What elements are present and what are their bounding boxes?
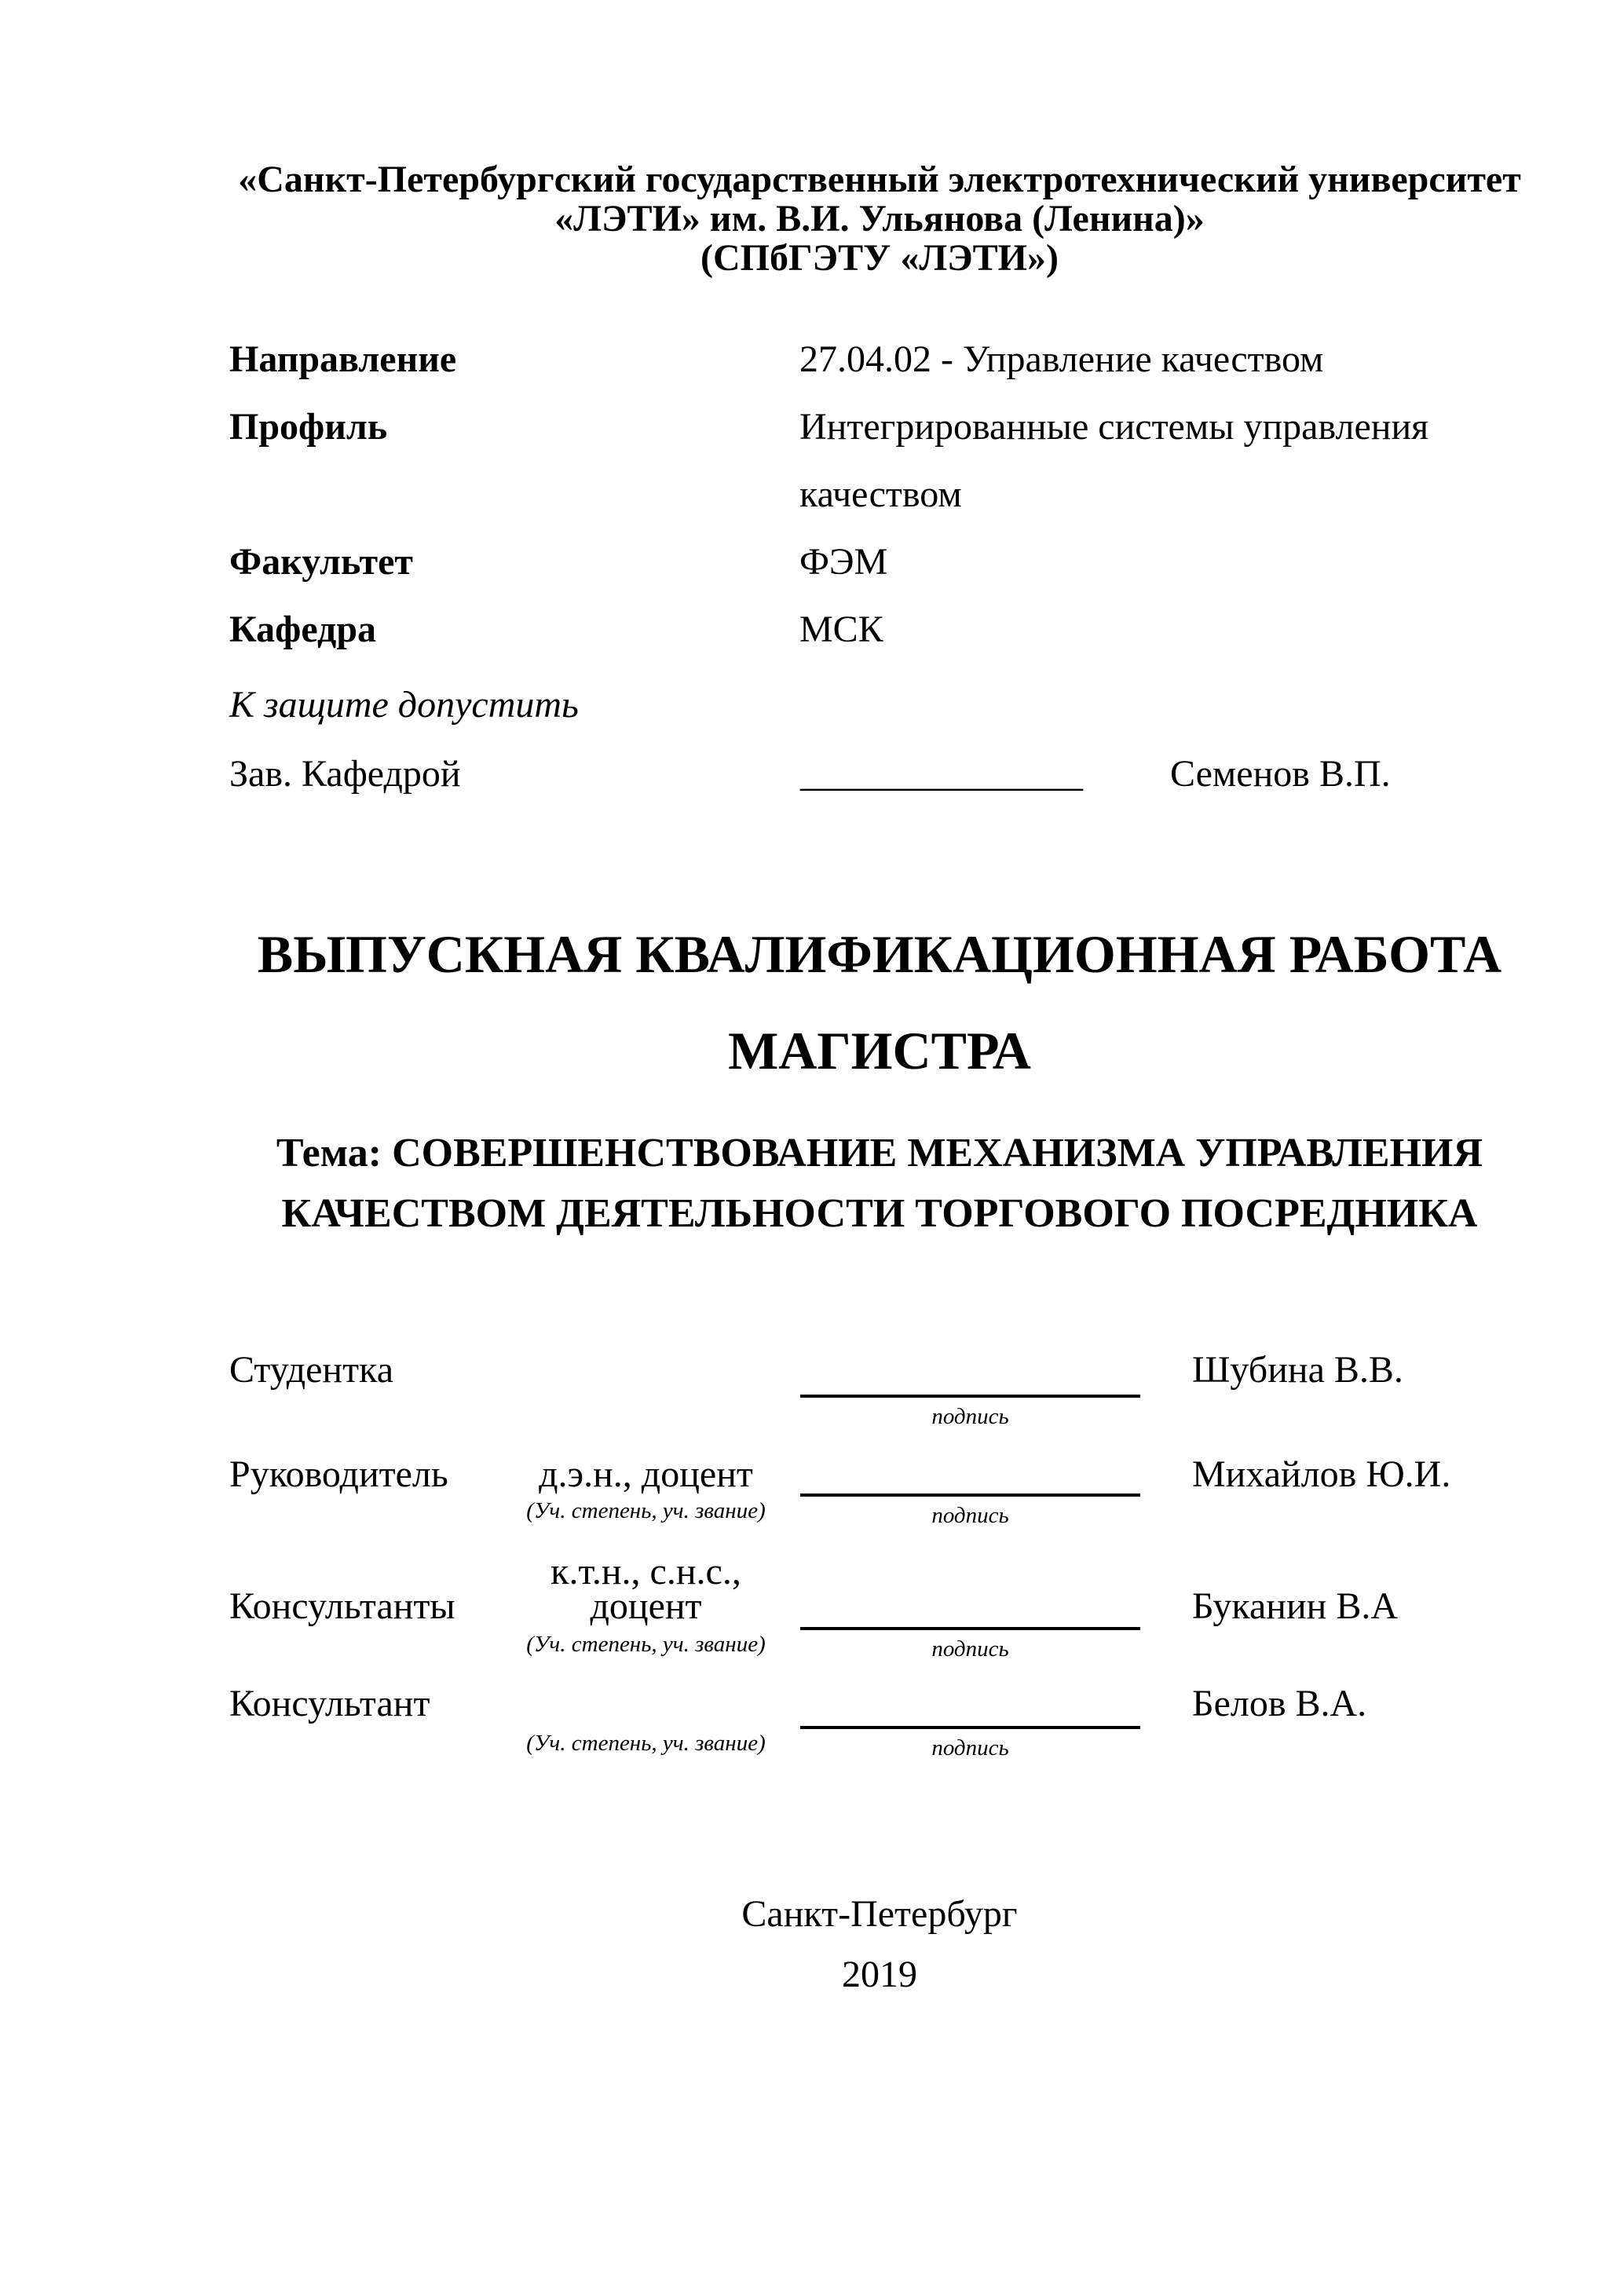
direction-label: Направление <box>229 338 457 380</box>
department-value: МСК <box>799 609 883 650</box>
degree-caption: (Уч. степень, уч. звание) <box>526 1632 766 1657</box>
department-head-name: Семенов В.П. <box>1170 753 1391 795</box>
profile-value-line-1: Интегрированные системы управления <box>799 406 1429 448</box>
department-label: Кафедра <box>229 609 377 650</box>
supervisor-degree: д.э.н., доцент <box>539 1453 753 1495</box>
supervisor-name: Михайлов Ю.И. <box>1192 1453 1451 1495</box>
profile-label: Профиль <box>229 406 388 448</box>
signature-caption: подпись <box>931 1503 1009 1528</box>
consultants-name: Буканин В.А <box>1192 1585 1399 1627</box>
department-head-signature-blank: _______________ <box>800 753 1083 795</box>
university-name-line-1: «Санкт-Петербургский государственный электротехнический университет <box>238 159 1521 200</box>
student-role-label: Студентка <box>229 1349 393 1391</box>
theme-line-2: КАЧЕСТВОМ ДЕЯТЕЛЬНОСТИ ТОРГОВОГО ПОСРЕДНИКА <box>281 1191 1478 1236</box>
department-head-label: Зав. Кафедрой <box>229 753 461 795</box>
signature-line <box>800 1493 1140 1497</box>
consultants-degree-line-1: к.т.н., с.н.с., <box>550 1551 741 1592</box>
direction-value: 27.04.02 - Управление качеством <box>799 338 1324 380</box>
signature-line <box>800 1395 1140 1398</box>
signature-line <box>800 1627 1140 1630</box>
theme-line-1: Тема: СОВЕРШЕНСТВОВАНИЕ МЕХАНИЗМА УПРАВЛЕНИЯ <box>276 1131 1483 1175</box>
admission-permit-text: К защите допустить <box>229 684 579 726</box>
consultant-role-label: Консультант <box>229 1683 430 1724</box>
city: Санкт-Петербург <box>741 1893 1018 1935</box>
consultants-role-label: Консультанты <box>229 1585 455 1627</box>
signature-caption: подпись <box>931 1636 1009 1662</box>
profile-value-line-2: качеством <box>799 473 962 515</box>
work-title-line-2: МАГИСТРА <box>728 1021 1031 1080</box>
signature-line <box>800 1726 1140 1729</box>
university-abbreviation: (СПбГЭТУ «ЛЭТИ») <box>700 237 1059 279</box>
consultants-degree-line-2: доцент <box>590 1585 702 1627</box>
supervisor-role-label: Руководитель <box>229 1453 448 1495</box>
university-name-line-2: «ЛЭТИ» им. В.И. Ульянова (Ленина)» <box>554 198 1205 239</box>
faculty-value: ФЭМ <box>799 541 888 583</box>
student-name: Шубина В.В. <box>1192 1349 1403 1391</box>
faculty-label: Факультет <box>229 541 413 583</box>
consultant-name: Белов В.А. <box>1192 1683 1367 1724</box>
signature-caption: подпись <box>931 1404 1009 1429</box>
signature-caption: подпись <box>931 1735 1009 1760</box>
work-title-line-1: ВЫПУСКНАЯ КВАЛИФИКАЦИОННАЯ РАБОТА <box>257 924 1502 984</box>
year: 2019 <box>842 1954 917 1995</box>
degree-caption: (Уч. степень, уч. звание) <box>526 1731 766 1756</box>
degree-caption: (Уч. степень, уч. звание) <box>526 1498 766 1523</box>
